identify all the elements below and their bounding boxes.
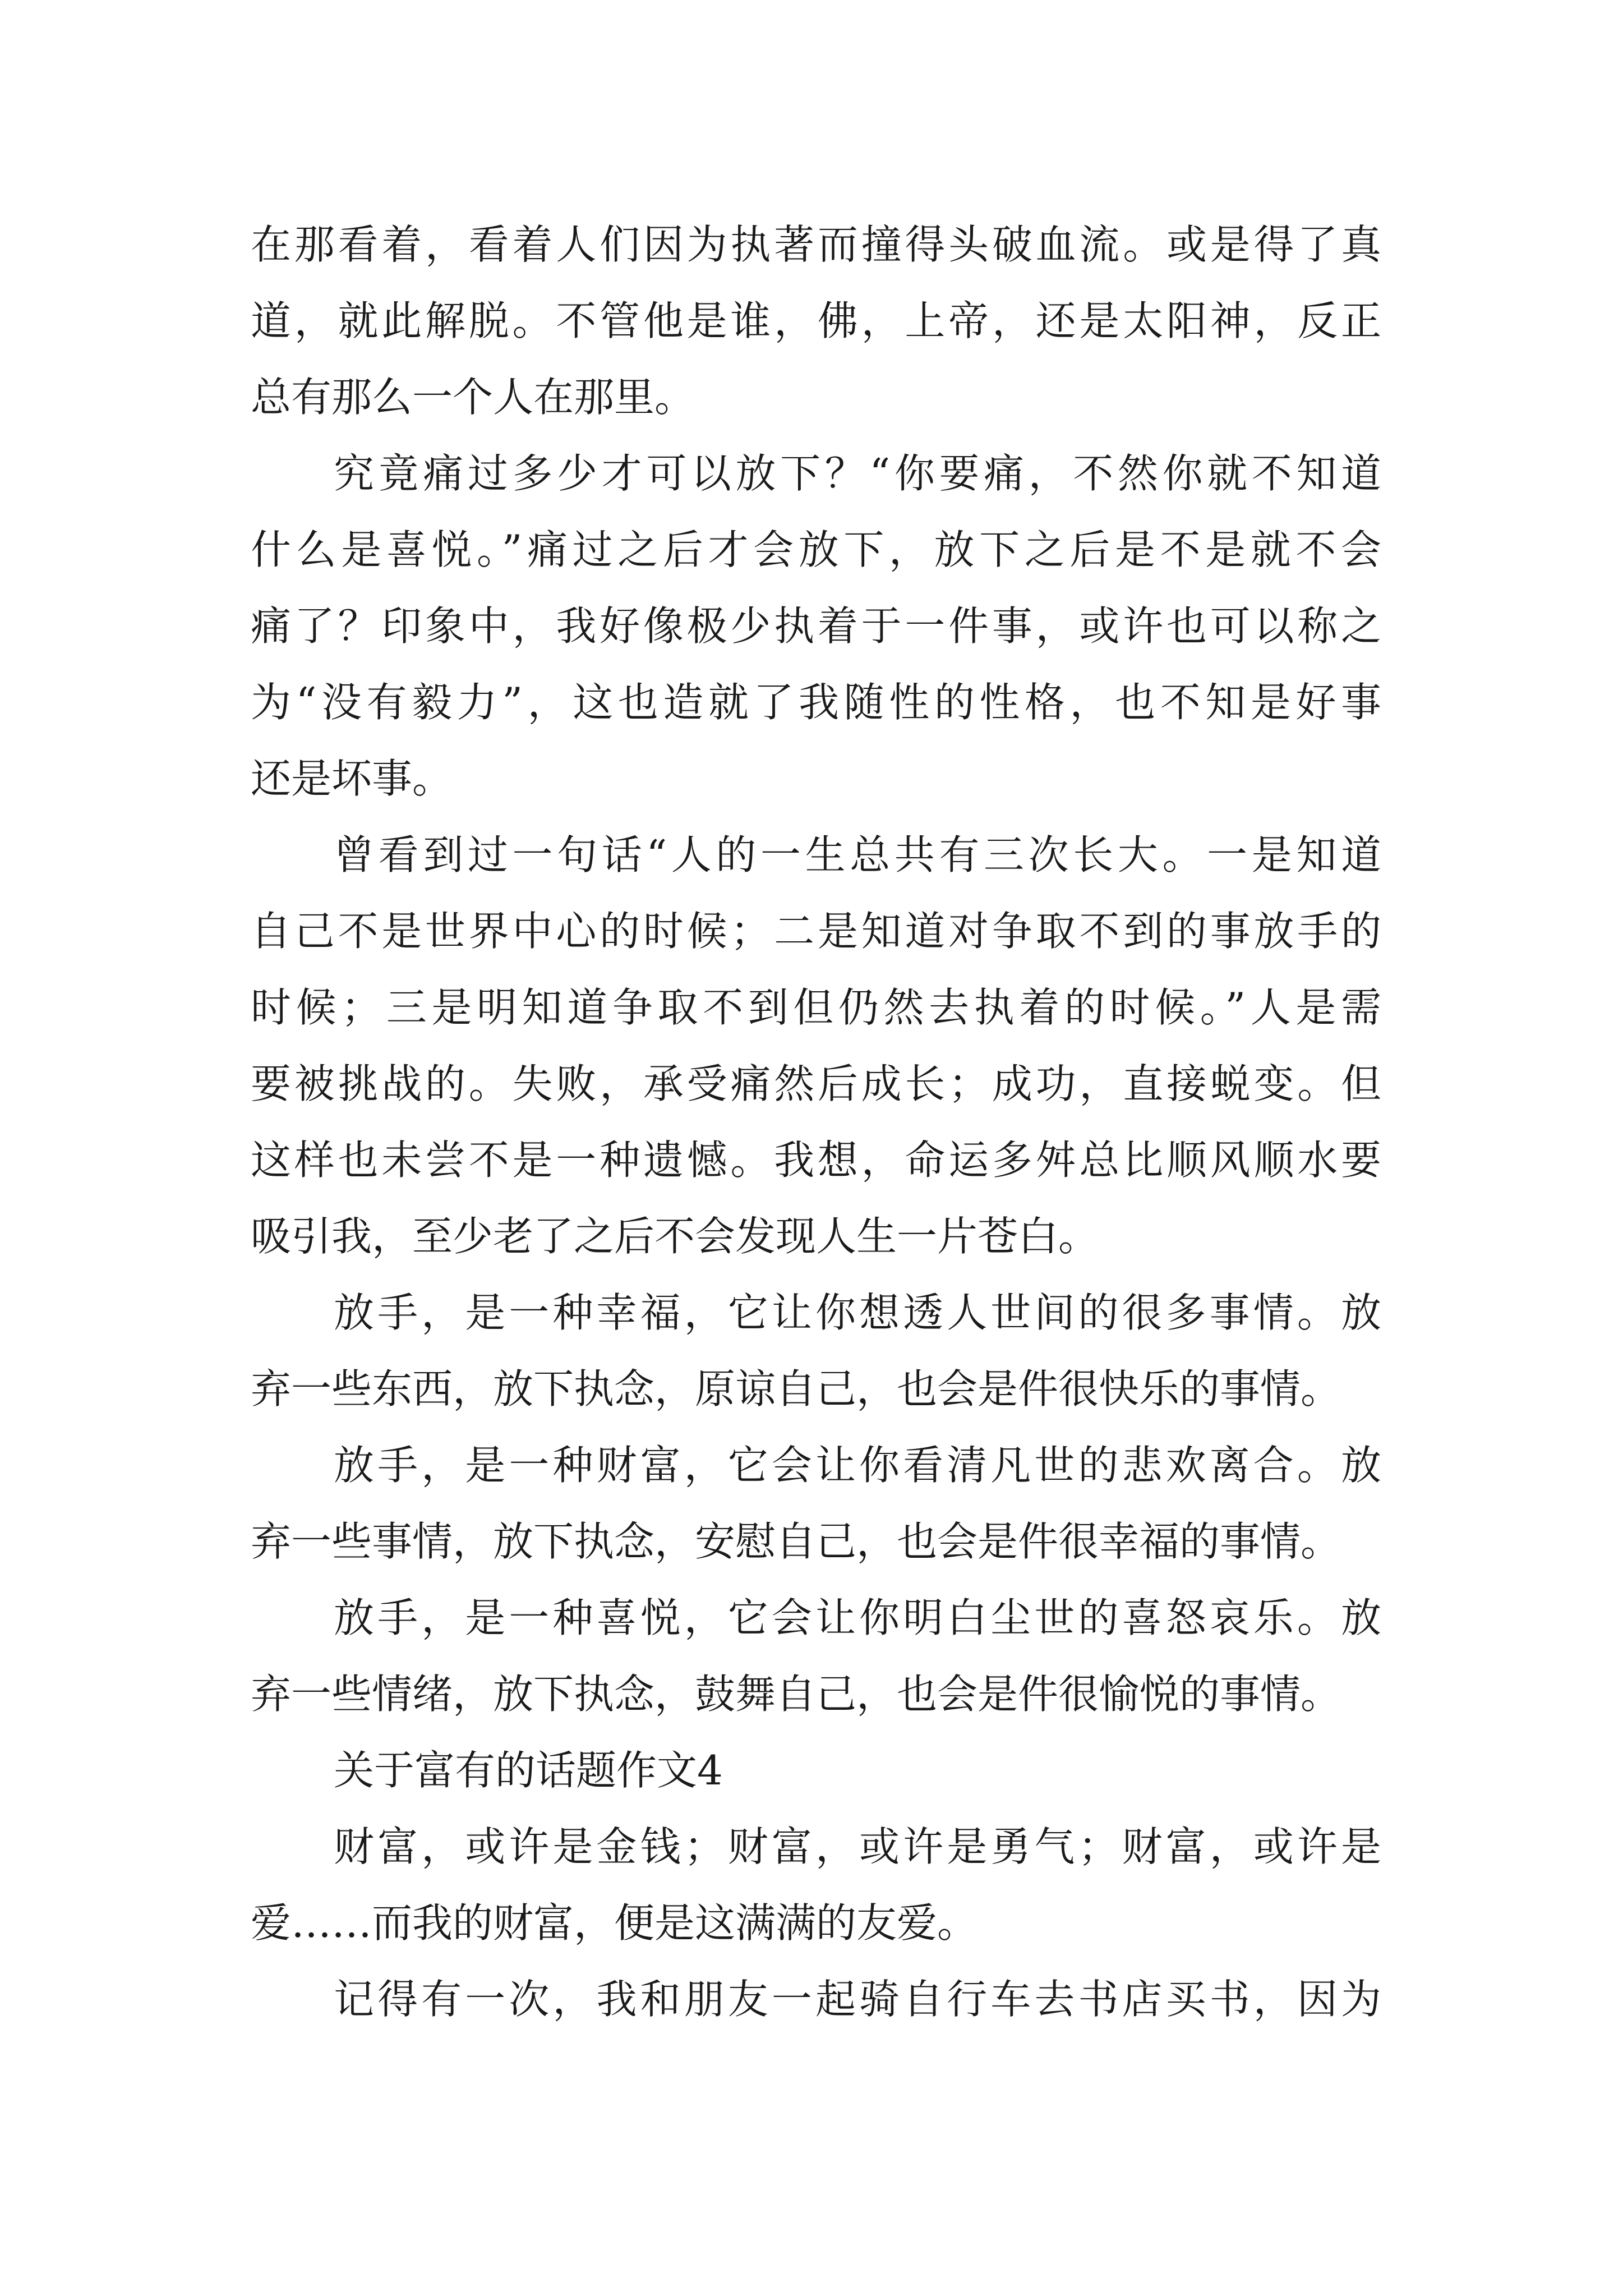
text-line: 要被挑战的。失败，承受痛然后成长；成功，直接蜕变。但 bbox=[251, 1060, 1381, 1107]
text-line: 道，就此解脱。不管他是谁，佛，上帝，还是太阳神，反正 bbox=[251, 297, 1381, 344]
text-line: 放手，是一种幸福，它让你想透人世间的很多事情。放 bbox=[334, 1289, 1381, 1336]
text-line: 曾看到过一句话“人的一生总共有三次长大。一是知道 bbox=[334, 831, 1381, 878]
paragraph bbox=[251, 1274, 1381, 1427]
text-line: 弃一些事情，放下执念，安慰自己，也会是件很幸福的事情。 bbox=[251, 1518, 1341, 1565]
section-heading-text: 关于富有的话题作文4 bbox=[334, 1747, 723, 1794]
text-line: 爱……而我的财富，便是这满满的友爱。 bbox=[251, 1899, 978, 1947]
text-line: 还是坏事。 bbox=[251, 755, 453, 802]
text-line: 弃一些情绪，放下执念，鼓舞自己，也会是件很愉悦的事情。 bbox=[251, 1671, 1341, 1718]
paragraph bbox=[251, 1580, 1381, 1732]
text-line: 在那看着，看着人们因为执著而撞得头破血流。或是得了真 bbox=[251, 221, 1381, 268]
paragraph bbox=[251, 1427, 1381, 1580]
paragraph bbox=[251, 1961, 1381, 2037]
text-line: 痛了？印象中，我好像极少执着于一件事，或许也可以称之 bbox=[251, 602, 1381, 650]
text-line: 时候；三是明知道争取不到但仍然去执着的时候。”人是需 bbox=[251, 984, 1381, 1031]
text-line: 为“没有毅力”，这也造就了我随性的性格，也不知是好事 bbox=[251, 679, 1381, 726]
section-heading bbox=[251, 1732, 1381, 1809]
text-line: 放手，是一种喜悦，它会让你明白尘世的喜怒哀乐。放 bbox=[334, 1594, 1381, 1641]
text-line: 总有那么一个人在那里。 bbox=[251, 374, 695, 421]
paragraph bbox=[251, 1809, 1381, 1961]
text-line: 这样也未尝不是一种遗憾。我想，命运多舛总比顺风顺水要 bbox=[251, 1137, 1381, 1184]
text-line: 记得有一次，我和朋友一起骑自行车去书店买书，因为 bbox=[334, 1976, 1381, 2023]
paragraph bbox=[251, 817, 1381, 1274]
text-line: 究竟痛过多少才可以放下？“你要痛，不然你就不知道 bbox=[334, 450, 1381, 497]
paragraph bbox=[251, 435, 1381, 817]
text-line: 财富，或许是金钱；财富，或许是勇气；财富，或许是 bbox=[334, 1823, 1381, 1870]
document-body bbox=[251, 206, 1381, 2037]
text-line: 什么是喜悦。”痛过之后才会放下，放下之后是不是就不会 bbox=[251, 526, 1381, 573]
text-line: 放手，是一种财富，它会让你看清凡世的悲欢离合。放 bbox=[334, 1442, 1381, 1489]
text-line: 自己不是世界中心的时候；二是知道对争取不到的事放手的 bbox=[251, 908, 1381, 955]
text-line: 吸引我，至少老了之后不会发现人生一片苍白。 bbox=[251, 1213, 1099, 1260]
text-line: 弃一些东西，放下执念，原谅自己，也会是件很快乐的事情。 bbox=[251, 1365, 1341, 1412]
paragraph bbox=[251, 206, 1381, 435]
